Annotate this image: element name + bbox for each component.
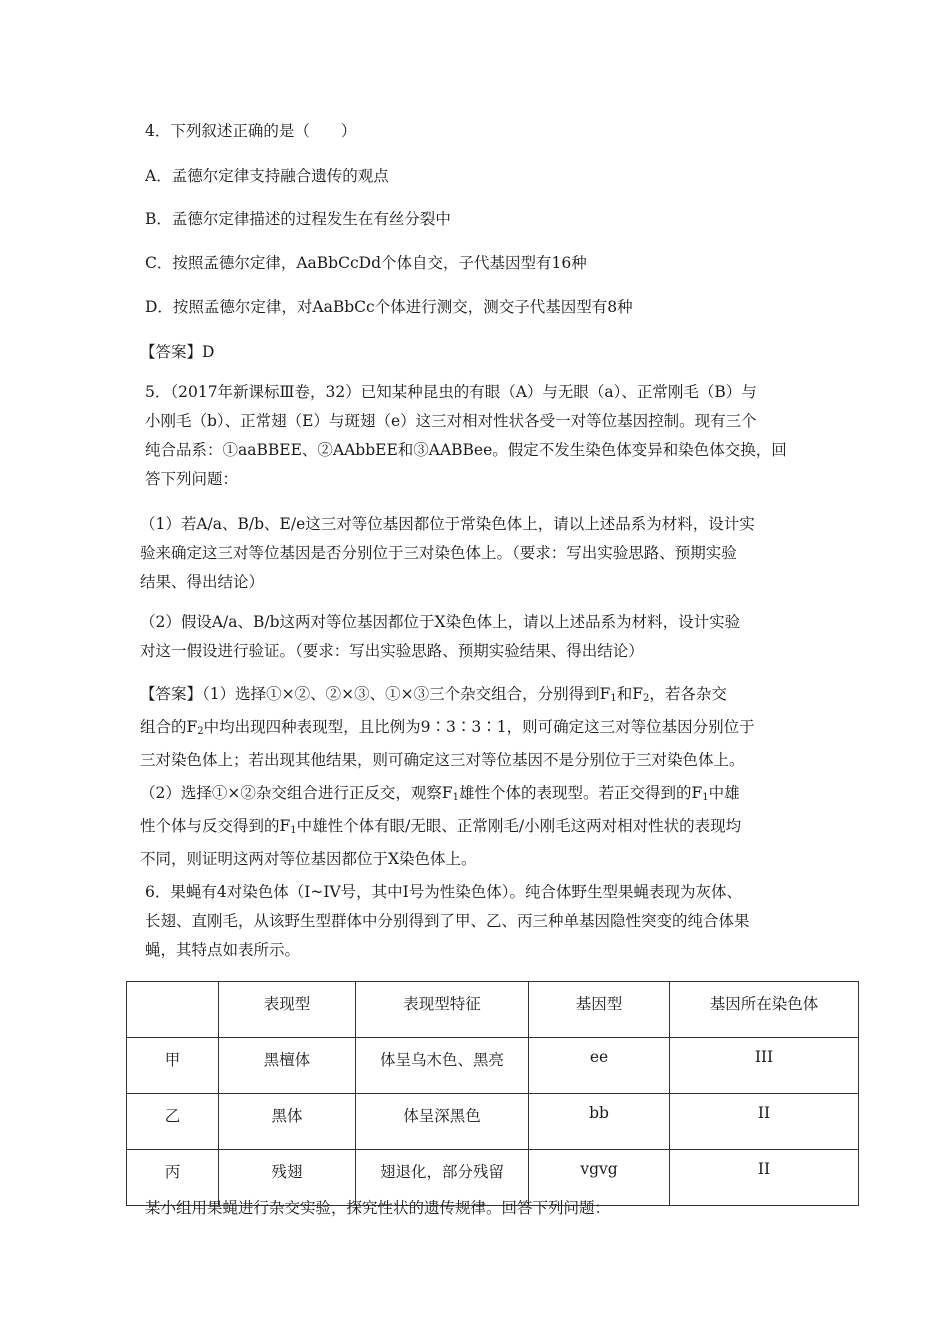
q4-option-a: A．孟德尔定律支持融合遗传的观点	[145, 167, 389, 185]
q5-answer-1-line: 【答案】（1）选择①×②、②×③、①×③三个杂交组合，分别得到$F_1$和$F_2$，若各杂交	[140, 685, 727, 704]
table-cell: 黑檀体	[219, 1038, 356, 1094]
table-cell: III	[670, 1038, 859, 1094]
q5-part2-line: （2）假设A/a、B/b这两对等位基因都位于X染色体上，请以上述品系为材料，设计实验	[140, 613, 741, 631]
q4-stem: 4．下列叙述正确的是（ ）	[145, 122, 357, 140]
q5-answer-1-line: 组合的$F_2$中均出现四种表现型，且比例为9∶3∶3∶1，则可确定这三对等位基因分别位于	[140, 718, 755, 737]
table-cell: 丙	[127, 1150, 219, 1206]
q5-answer-1	[140, 680, 805, 775]
q5-part1-line: 验来确定这三对等位基因是否分别位于三对染色体上。（要求：写出实验思路、预期实验	[140, 544, 737, 562]
q6-after-table: 某小组用果蝇进行杂交实验，探究性状的遗传规律。回答下列问题：	[145, 1199, 611, 1217]
table-header-cell: 表现型	[219, 982, 356, 1038]
q6-stem	[145, 878, 810, 965]
q5-part1-line: 结果、得出结论）	[140, 573, 265, 591]
table-cell: ee	[529, 1038, 670, 1094]
q5-answer-2	[140, 779, 805, 874]
q5-answer-2-line: 性个体与反交得到的$F_1$中雄性个体有眼/无眼、正常刚毛/小刚毛这两对相对性状的表现均	[140, 817, 742, 836]
q5-stem-line: 5．（2017年新课标Ⅲ卷，32）已知某种昆虫的有眼（A）与无眼（a）、正常刚毛（B）与	[145, 383, 757, 401]
q5-part1-line: （1）若A/a、B/b、E/e这三对等位基因都位于常染色体上，请以上述品系为材料，设计实	[140, 515, 755, 533]
table-cell: 黑体	[219, 1094, 356, 1150]
q5-part2-line: 对这一假设进行验证。（要求：写出实验思路、预期实验结果、得出结论）	[140, 642, 644, 660]
q5-stem-line: 答下列问题：	[145, 470, 239, 488]
table-header-row	[127, 982, 859, 1038]
table-row	[127, 1038, 859, 1094]
table-cell: 体呈乌木色、黑亮	[356, 1038, 529, 1094]
q6-stem-line: 6．果蝇有4对染色体（I~IV号，其中I号为性染色体）。纯合体野生型果蝇表现为灰体、	[145, 883, 743, 901]
q4-option-b: B．孟德尔定律描述的过程发生在有丝分裂中	[145, 210, 451, 228]
q4-option-d: D．按照孟德尔定律，对AaBbCc个体进行测交，测交子代基因型有8种	[145, 298, 633, 316]
mutant-table	[126, 981, 859, 1206]
table-cell: vgvg	[529, 1150, 670, 1206]
q6-stem-line: 蝇，其特点如表所示。	[145, 941, 301, 959]
table-header-cell	[127, 982, 219, 1038]
table-header-cell: 基因所在染色体	[670, 982, 859, 1038]
table-cell: II	[670, 1094, 859, 1150]
table-cell: II	[670, 1150, 859, 1206]
q5-answer-1-line: 三对染色体上；若出现其他结果，则可确定这三对等位基因不是分别位于三对染色体上。	[140, 751, 745, 769]
q5-stem-line: 小刚毛（b）、正常翅（E）与斑翅（e）这三对相对性状各受一对等位基因控制。现有三个	[145, 412, 757, 430]
q5-stem	[145, 378, 810, 494]
table-header-cell: 基因型	[529, 982, 670, 1038]
table-cell: bb	[529, 1094, 670, 1150]
table-cell: 乙	[127, 1094, 219, 1150]
q6-stem-line: 长翅、直刚毛，从该野生型群体中分别得到了甲、乙、丙三种单基因隐性突变的纯合体果	[145, 912, 750, 930]
table-row	[127, 1094, 859, 1150]
q5-part2	[140, 608, 805, 666]
table-cell: 翅退化，部分残留	[356, 1150, 529, 1206]
table-header-cell: 表现型特征	[356, 982, 529, 1038]
q5-stem-line: 纯合品系：①aaBBEE、②AAbbEE和③AABBee。假定不发生染色体变异和染色体交换，回	[145, 441, 787, 459]
q4-option-c: C．按照孟德尔定律，AaBbCcDd个体自交，子代基因型有16种	[145, 254, 587, 272]
table-cell: 残翅	[219, 1150, 356, 1206]
table-cell: 体呈深黑色	[356, 1094, 529, 1150]
q5-answer-2-line: （2）选择①×②杂交组合进行正反交，观察$F_1$雄性个体的表现型。若正交得到的$F_1$中雄	[140, 784, 740, 803]
q4-answer: 【答案】D	[140, 343, 215, 361]
q5-answer-2-line: 不同，则证明这两对等位基因都位于X染色体上。	[140, 850, 477, 868]
q5-part1	[140, 510, 805, 597]
table-cell: 甲	[127, 1038, 219, 1094]
